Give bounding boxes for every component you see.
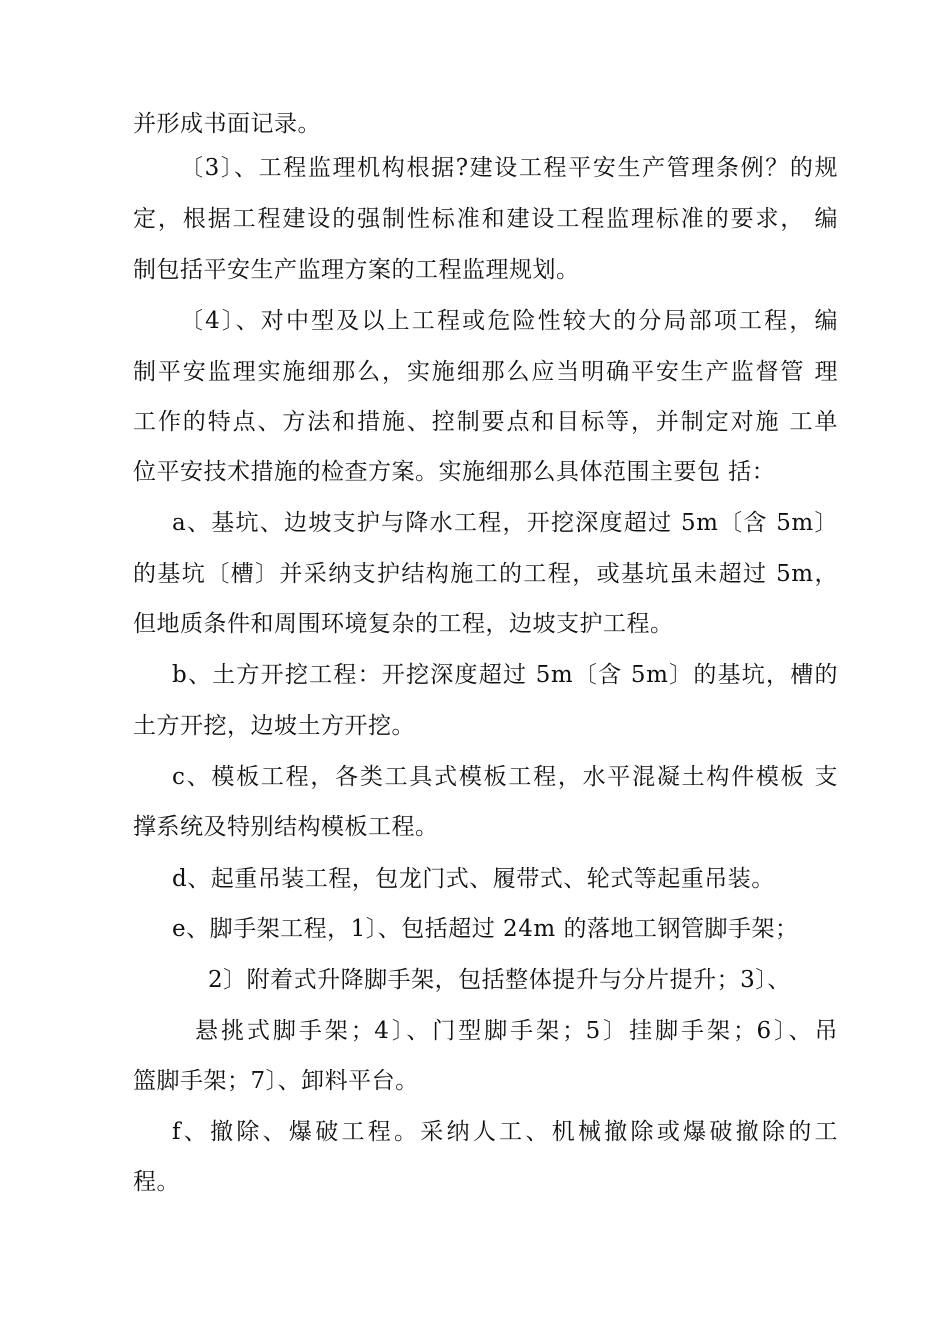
text-line-7: 工作的特点、方法和措施、控制要点和目标等，并制定对施 工单 [133,409,838,435]
text-line-5: 〔4〕、对中型及以上工程或危险性较大的分局部项工程，编 [180,308,838,334]
text-line-20: 篮脚手架；7〕、卸料平台。 [133,1068,419,1094]
text-line-10: 的基坑〔槽〕并采纳支护结构施工的工程，或基坑虽未超过 5m， [133,561,838,587]
text-line-13: 土方开挖，边坡土方开挖。 [133,713,415,739]
text-line-22: 程。 [133,1169,180,1195]
text-line-14: c、模板工程，各类工具式模板工程，水平混凝土构件模板 支 [172,764,838,790]
text-line-11: 但地质条件和周围环境复杂的工程，边坡支护工程。 [133,611,674,637]
text-line-4: 制包括平安生产监理方案的工程监理规划。 [133,257,580,283]
text-line-15: 撑系统及特别结构模板工程。 [133,814,439,840]
text-line-8: 位平安技术措施的检查方案。实施细那么具体范围主要包 括： [133,459,776,485]
text-line-18: 2〕附着式升降脚手架，包括整体提升与分片提升；3〕、 [208,967,791,993]
text-line-16: d、起重吊装工程，包龙门式、履带式、轮式等起重吊装。 [172,866,775,892]
text-line-21: f、撤除、爆破工程。采纳人工、机械撤除或爆破撤除的工 [172,1119,838,1145]
text-line-12: b、土方开挖工程：开挖深度超过 5m〔含 5m〕的基坑，槽的 [172,662,838,688]
text-line-19: 悬挑式脚手架；4〕、门型脚手架；5〕挂脚手架；6〕、吊 [195,1018,838,1044]
text-line-17: e、脚手架工程，1〕、包括超过 24m 的落地工钢管脚手架； [172,916,799,942]
text-line-1: 并形成书面记录。 [133,111,321,137]
text-line-9: a、基坑、边坡支护与降水工程，开挖深度超过 5m〔含 5m〕 [172,510,838,536]
text-line-2: 〔3〕、工程监理机构根据?建设工程平安生产管理条例？的规 [180,155,838,181]
text-line-6: 制平安监理实施细那么，实施细那么应当明确平安生产监督管 理 [133,359,838,385]
text-line-3: 定，根据工程建设的强制性标准和建设工程监理标准的要求， 编 [133,206,838,232]
